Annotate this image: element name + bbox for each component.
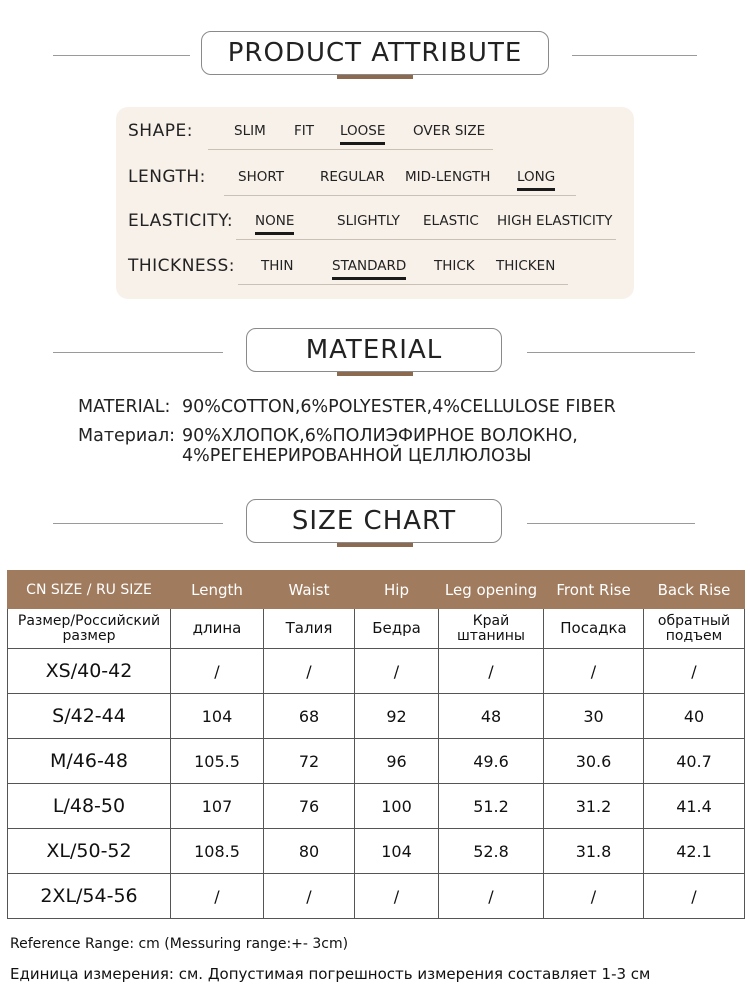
measurement-cell: 41.4 <box>644 784 745 829</box>
attribute-label: ELASTICITY: <box>128 211 234 231</box>
measurement-cell: 80 <box>264 829 355 874</box>
material-ru-value-1: 90%ХЛОПОК,6%ПОЛИЭФИРНОЕ ВОЛОКНО, <box>182 426 578 446</box>
attribute-panel <box>116 107 634 299</box>
material-en-value: 90%COTTON,6%POLYESTER,4%CELLULOSE FIBER <box>182 397 616 417</box>
attribute-option: SLIGHTLY <box>337 213 400 229</box>
ru-column-header: Размер/Российский размер <box>8 609 171 649</box>
attribute-option: FIT <box>294 123 314 139</box>
measurement-cell: 72 <box>264 739 355 784</box>
measurement-cell: 52.8 <box>439 829 544 874</box>
size-cell: L/48-50 <box>8 784 171 829</box>
section-title: SIZE CHART <box>246 499 502 543</box>
measurement-cell: 107 <box>171 784 264 829</box>
material-ru-value-2: 4%РЕГЕНЕРИРОВАННОЙ ЦЕЛЛЮЛОЗЫ <box>182 446 532 466</box>
attribute-option: SLIM <box>234 123 266 139</box>
measurement-cell: 51.2 <box>439 784 544 829</box>
reference-note-ru: Единица измерения: см. Допустимая погрешность измерения составляет 1-3 см <box>10 965 651 983</box>
measurement-cell: / <box>355 649 439 694</box>
column-header: Front Rise <box>544 571 644 609</box>
measurement-cell: / <box>264 874 355 919</box>
measurement-cell: 104 <box>355 829 439 874</box>
measurement-cell: / <box>439 649 544 694</box>
section-title: MATERIAL <box>246 328 502 372</box>
measurement-cell: 68 <box>264 694 355 739</box>
measurement-cell: 42.1 <box>644 829 745 874</box>
attribute-row-length <box>128 167 628 197</box>
table-row <box>8 649 745 694</box>
attribute-option-selected: STANDARD <box>332 258 407 274</box>
measurement-cell: 30.6 <box>544 739 644 784</box>
attribute-option: ELASTIC <box>423 213 479 229</box>
measurement-cell: 31.2 <box>544 784 644 829</box>
measurement-cell: 100 <box>355 784 439 829</box>
reference-note-en: Reference Range: cm (Messuring range:+- 3cm) <box>10 936 349 952</box>
attribute-row-thickness <box>128 256 628 286</box>
attribute-option: REGULAR <box>320 169 385 185</box>
attribute-label: LENGTH: <box>128 167 206 187</box>
ru-column-header: длина <box>171 609 264 649</box>
attribute-option: SHORT <box>238 169 284 185</box>
table-row <box>8 784 745 829</box>
measurement-cell: / <box>171 874 264 919</box>
attribute-option-selected: NONE <box>255 213 295 229</box>
column-header: Leg opening <box>439 571 544 609</box>
material-header <box>0 328 750 376</box>
attribute-option: THIN <box>261 258 294 274</box>
measurement-cell: 40 <box>644 694 745 739</box>
column-header: CN SIZE / RU SIZE <box>8 571 171 609</box>
attribute-option-selected: LOOSE <box>340 123 386 139</box>
measurement-cell: / <box>644 874 745 919</box>
size-cell: M/46-48 <box>8 739 171 784</box>
material-ru-label: Материал: <box>78 426 176 446</box>
ru-column-header: обратный подъем <box>644 609 745 649</box>
attribute-option: THICKEN <box>496 258 556 274</box>
measurement-cell: / <box>264 649 355 694</box>
column-header: Length <box>171 571 264 609</box>
attribute-option: OVER SIZE <box>413 123 486 139</box>
measurement-cell: / <box>439 874 544 919</box>
attribute-row-shape <box>128 121 628 151</box>
ru-column-header: Бедра <box>355 609 439 649</box>
attribute-label: THICKNESS: <box>128 256 235 276</box>
attribute-divider <box>224 195 576 196</box>
attribute-divider <box>236 239 616 240</box>
table-row <box>8 694 745 739</box>
measurement-cell: / <box>544 649 644 694</box>
column-header: Back Rise <box>644 571 745 609</box>
measurement-cell: 31.8 <box>544 829 644 874</box>
measurement-cell: 108.5 <box>171 829 264 874</box>
measurement-cell: 30 <box>544 694 644 739</box>
attribute-label: SHAPE: <box>128 121 193 141</box>
measurement-cell: 92 <box>355 694 439 739</box>
measurement-cell: / <box>171 649 264 694</box>
measurement-cell: 104 <box>171 694 264 739</box>
ru-column-header: Талия <box>264 609 355 649</box>
material-en-label: MATERIAL: <box>78 397 171 417</box>
size-cell: XS/40-42 <box>8 649 171 694</box>
attribute-divider <box>238 284 568 285</box>
column-header: Hip <box>355 571 439 609</box>
attribute-option: HIGH ELASTICITY <box>497 213 613 229</box>
size-cell: S/42-44 <box>8 694 171 739</box>
table-row-ru-headers <box>8 609 745 649</box>
attribute-option: THICK <box>434 258 475 274</box>
measurement-cell: 40.7 <box>644 739 745 784</box>
measurement-cell: / <box>544 874 644 919</box>
size-chart-header <box>0 499 750 547</box>
measurement-cell: 105.5 <box>171 739 264 784</box>
ru-column-header: Край штанины <box>439 609 544 649</box>
size-cell: 2XL/54-56 <box>8 874 171 919</box>
product-attribute-header <box>0 31 750 79</box>
measurement-cell: / <box>644 649 745 694</box>
attribute-option-selected: LONG <box>517 169 556 185</box>
measurement-cell: 96 <box>355 739 439 784</box>
table-row <box>8 829 745 874</box>
table-row <box>8 739 745 784</box>
attribute-divider <box>208 149 493 150</box>
column-header: Waist <box>264 571 355 609</box>
size-cell: XL/50-52 <box>8 829 171 874</box>
measurement-cell: 48 <box>439 694 544 739</box>
ru-column-header: Посадка <box>544 609 644 649</box>
measurement-cell: / <box>355 874 439 919</box>
attribute-row-elasticity <box>128 211 628 241</box>
measurement-cell: 49.6 <box>439 739 544 784</box>
attribute-option: MID-LENGTH <box>405 169 491 185</box>
measurement-cell: 76 <box>264 784 355 829</box>
section-title: PRODUCT ATTRIBUTE <box>201 31 549 75</box>
size-chart-table <box>7 570 745 919</box>
table-row <box>8 874 745 919</box>
